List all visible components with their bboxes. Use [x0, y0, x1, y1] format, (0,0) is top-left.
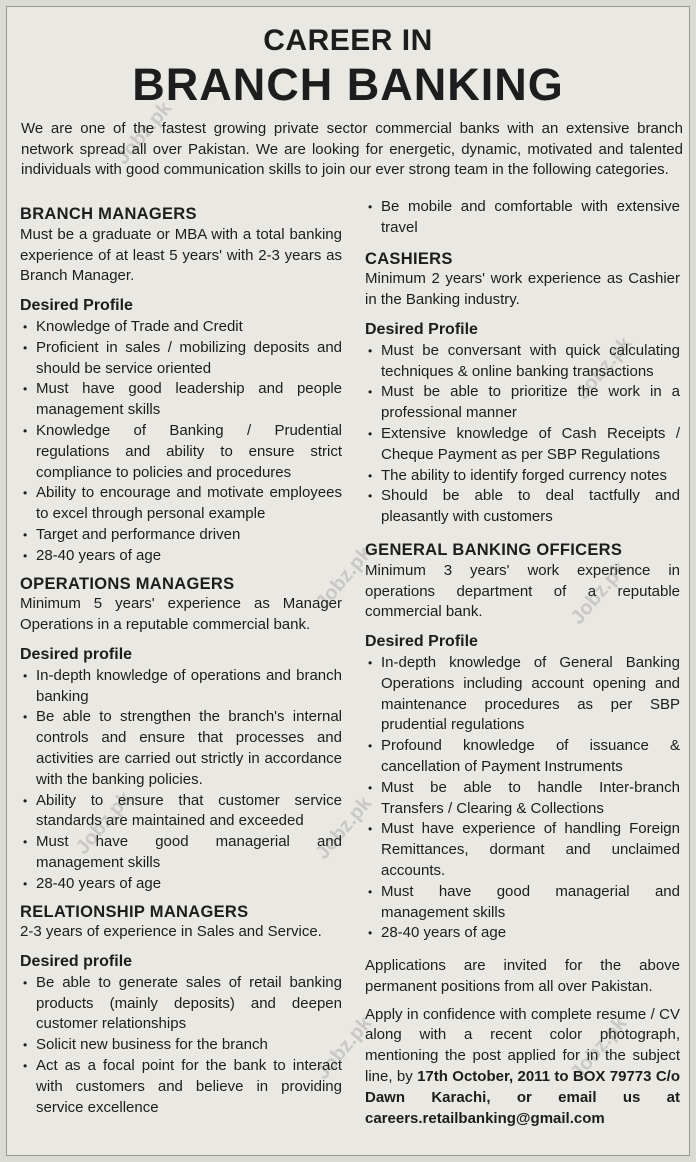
closing-invite: Applications are invited for the above permanent positions from all over Pakistan.	[365, 957, 680, 995]
cashiers-requirement: Minimum 2 years' work experience as Cashier in the Banking industry.	[365, 270, 680, 309]
job-advertisement	[6, 6, 690, 1156]
apply-instructions: Apply in confidence with complete resume / CV along with a recent color photograph, mentioning the post applied for in the subject line, by	[365, 1005, 680, 1086]
watermark: Jobz.pk	[566, 1012, 632, 1084]
list-item: • Must have good managerial and management skills	[20, 832, 342, 874]
relationship-managers-extra-bullet	[365, 197, 680, 239]
contact-email-link[interactable]: careers.retailbanking@gmail.com	[365, 1109, 605, 1127]
list-item: • Be mobile and comfortable with extensive travel	[365, 197, 680, 239]
list-item: • Solicit new business for the branch	[20, 1035, 342, 1056]
branch-managers-profile-title: Desired Profile	[20, 297, 133, 315]
general-banking-officers-profile-title: Desired Profile	[365, 633, 478, 651]
list-item: • Ability to ensure that customer service standards are maintained and exceeded	[20, 791, 342, 833]
list-item: • 28-40 years of age	[365, 923, 680, 944]
watermark: Jobz.pk	[311, 542, 377, 614]
operations-managers-title: OPERATIONS MANAGERS	[20, 574, 235, 593]
list-item: • Ability to encourage and motivate employees to excel through personal example	[20, 483, 342, 525]
intro-paragraph: We are one of the fastest growing private sector commercial banks with an extensive branch network spread all over Pakistan. We are looking for energetic, dynamic, motivated and talented individuals with good communication skills to join our ever strong team in the following categories.	[21, 120, 683, 178]
list-item: • Act as a focal point for the bank to interact with customers and believe in providing service excellence	[20, 1056, 342, 1118]
list-item: • Must have good leadership and people management skills	[20, 379, 342, 421]
list-item: • In-depth knowledge of General Banking Operations including account opening and maintenance procedures as per SBP prudential regulations	[365, 653, 680, 736]
watermark: Jobz.pk	[311, 1012, 377, 1084]
right-column	[365, 197, 680, 1129]
list-item: • Must have good managerial and management skills	[365, 882, 680, 924]
branch-managers-requirement: Must be a graduate or MBA with a total banking experience of at least 5 years' with 2-3 years as Branch Manager.	[20, 225, 342, 285]
list-item: • Must be conversant with quick calculating techniques & online banking transactions	[365, 341, 680, 383]
general-banking-officers-requirement: Minimum 3 years' work experience in operations department of a reputable commercial bank.	[365, 561, 680, 621]
list-item: • Proficient in sales / mobilizing deposits and should be service oriented	[20, 338, 342, 380]
cashiers-title: CASHIERS	[365, 249, 453, 268]
operations-managers-bullets	[20, 666, 342, 895]
list-item: • Must have experience of handling Foreign Remittances, dormant and unclaimed accounts.	[365, 819, 680, 881]
relationship-managers-requirement: 2-3 years of experience in Sales and Service.	[20, 923, 322, 941]
cashiers-bullets	[365, 341, 680, 528]
list-item: • Be able to generate sales of retail banking products (mainly deposits) and deepen customer relationships	[20, 973, 342, 1035]
watermark: Jobz.pk	[71, 787, 137, 859]
list-item: • Be able to strengthen the branch's internal controls and ensure that processes and activities are carried out strictly in accordance with the banking policies.	[20, 707, 342, 790]
operations-managers-profile-title: Desired profile	[20, 645, 133, 663]
watermark: Jobz.pk	[571, 332, 637, 404]
list-item: • Knowledge of Trade and Credit	[20, 317, 342, 338]
apply-deadline: 17th October, 2011 to BOX 79773 C/o Dawn Karachi, or email us at	[365, 1068, 680, 1106]
list-item: • Knowledge of Banking / Prudential regulations and ability to ensure strict compliance to policies and procedures	[20, 421, 342, 483]
watermark: Jobz.pk	[311, 792, 377, 864]
branch-managers-title: BRANCH MANAGERS	[20, 205, 197, 223]
list-item: • In-depth knowledge of operations and branch banking	[20, 666, 342, 708]
cashiers-profile-title: Desired Profile	[365, 320, 478, 338]
operations-managers-requirement: Minimum 5 years' experience as Manager Operations in a reputable commercial bank.	[20, 595, 342, 634]
relationship-managers-title: RELATIONSHIP MANAGERS	[20, 902, 249, 921]
closing-apply	[365, 1005, 680, 1130]
relationship-managers-profile-title: Desired profile	[20, 953, 133, 971]
list-item: • Profound knowledge of issuance & cancellation of Payment Instruments	[365, 736, 680, 778]
list-item: • Must be able to prioritize the work in a professional manner	[365, 382, 680, 424]
list-item: • 28-40 years of age	[20, 546, 342, 567]
watermark: Jobz.pk	[111, 97, 177, 169]
headline-career-in: CAREER IN	[263, 24, 433, 57]
list-item: • Must be able to handle Inter-branch Transfers / Clearing & Collections	[365, 778, 680, 820]
left-column	[20, 197, 342, 1118]
branch-managers-bullets	[20, 317, 342, 567]
headline-branch-banking: BRANCH BANKING	[132, 59, 564, 110]
general-banking-officers-bullets	[365, 653, 680, 944]
general-banking-officers-title: GENERAL BANKING OFFICERS	[365, 540, 623, 559]
list-item: • Extensive knowledge of Cash Receipts / Cheque Payment as per SBP Regulations	[365, 424, 680, 466]
list-item: • Should be able to deal tactfully and pleasantly with customers	[365, 486, 680, 528]
watermark: Jobz.pk	[566, 557, 632, 629]
list-item: • The ability to identify forged currency notes	[365, 466, 680, 487]
list-item: • Target and performance driven	[20, 525, 342, 546]
list-item: • 28-40 years of age	[20, 874, 342, 895]
relationship-managers-bullets	[20, 973, 342, 1119]
